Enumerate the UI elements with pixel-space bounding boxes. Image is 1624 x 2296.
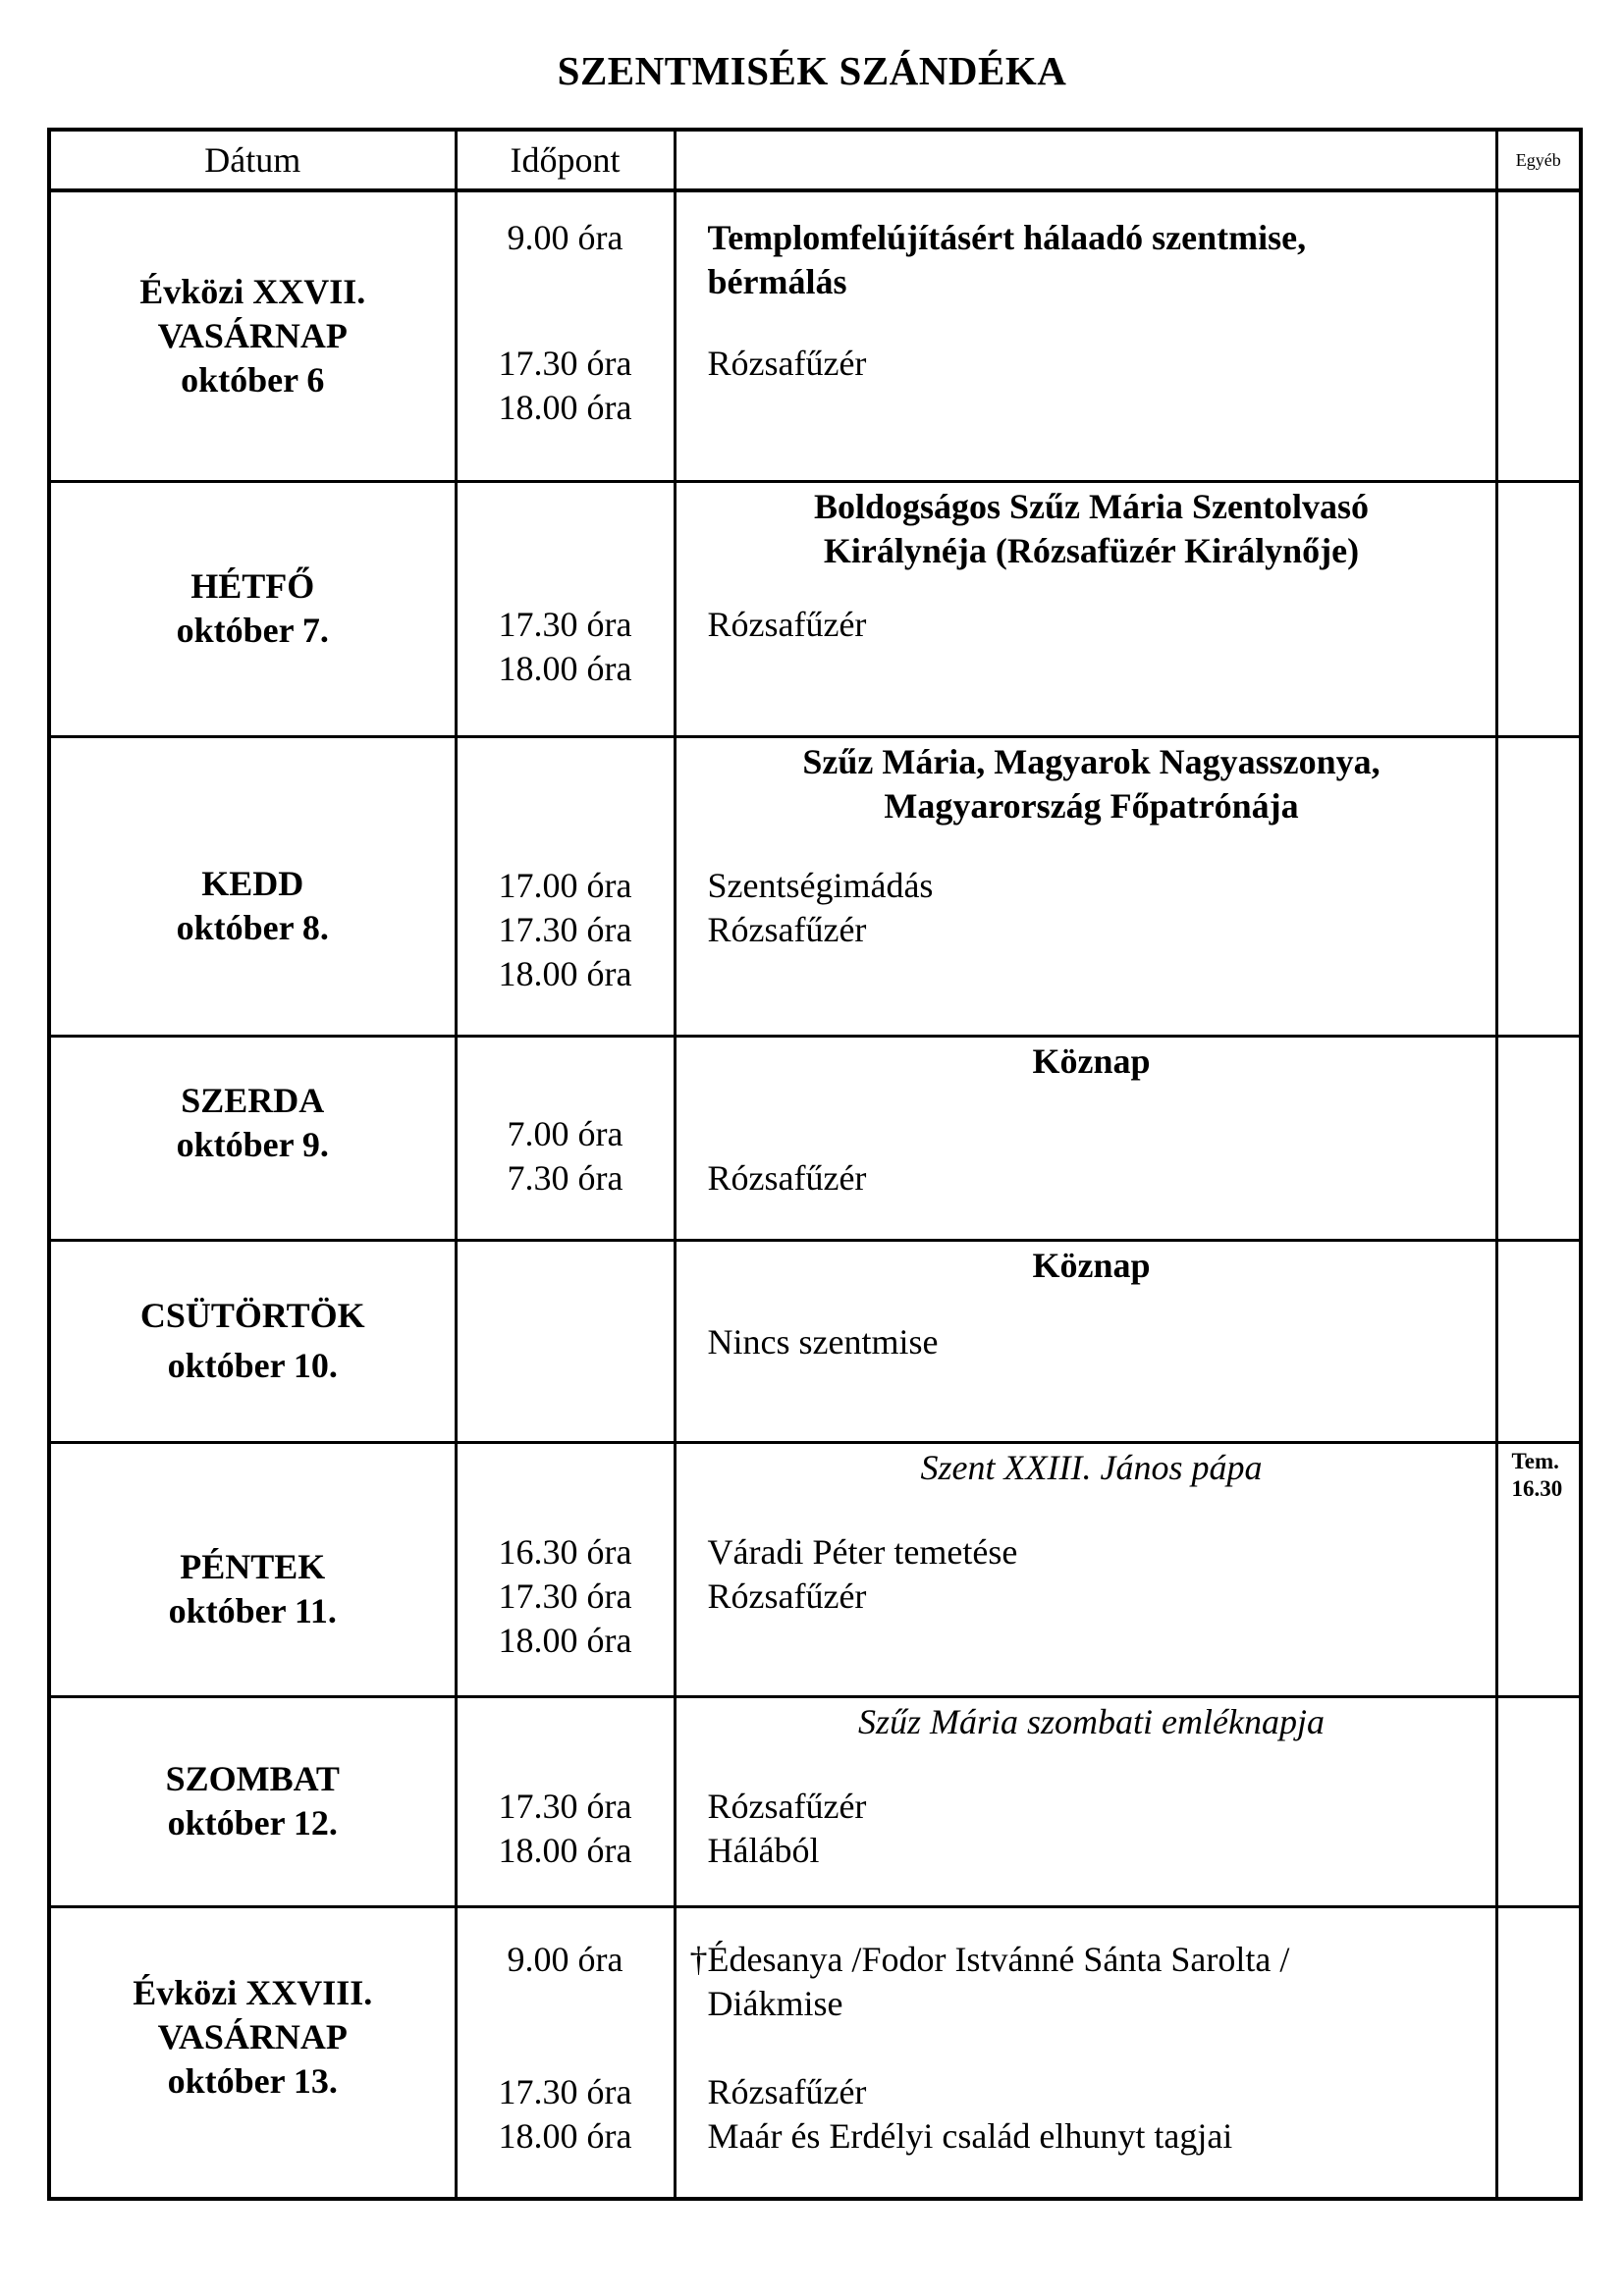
date-line: október 7. [176,611,329,650]
entry-line: Rózsafűzér [707,604,867,644]
date-cell [49,190,456,481]
time-cell [456,481,675,736]
time-line: 17.30 óra [498,1786,632,1826]
date-line: KEDD [201,863,304,903]
table-header-row [49,130,1581,190]
date-line: október 9. [176,1125,329,1164]
date-line: PÉNTEK [180,1546,326,1586]
header-time: Időpont [456,130,675,190]
description-cell [675,1036,1496,1240]
time-line: 16.30 óra [498,1531,632,1572]
feast-title: Szűz Mária, Magyarok Nagyasszonya, [802,741,1380,781]
description-cell [675,190,1496,481]
date-cell [49,1036,456,1240]
date-line: VASÁRNAP [157,315,348,355]
entry-line: Maár és Erdélyi család elhunyt tagjai [707,2115,1233,2156]
entry-line: Rózsafűzér [707,344,867,383]
other-cell [1496,1036,1581,1240]
feast-title: Szent XXIII. János pápa [920,1447,1263,1487]
table-row [49,190,1581,481]
date-line: október 11. [168,1590,337,1630]
other-cell [1496,1696,1581,1906]
time-cell [456,1240,675,1442]
table-row [49,481,1581,736]
entry-line: Nincs szentmise [707,1321,939,1362]
date-line: Évközi XXVIII. [133,1973,373,2013]
date-line: SZOMBAT [165,1759,340,1798]
table-row [49,736,1581,1036]
entry-line: Rózsafűzér [707,1786,867,1826]
date-cell [49,1906,456,2199]
date-line: HÉTFŐ [190,566,315,606]
page-title: SZENTMISÉK SZÁNDÉKA [557,48,1067,93]
time-line: 18.00 óra [498,648,632,688]
entry-line: Rózsafűzér [707,909,867,949]
time-cell [456,1036,675,1240]
entry-line: Templomfelújításért hálaadó szentmise, [707,218,1307,257]
time-line: 18.00 óra [498,1830,632,1870]
entry-line: Rózsafűzér [707,2071,867,2111]
description-cell [675,736,1496,1036]
date-line: október 8. [176,907,329,947]
time-line: 17.00 óra [498,865,632,905]
time-line: 18.00 óra [498,1620,632,1660]
time-line: 17.30 óra [498,2071,632,2111]
other-cell [1496,1906,1581,2199]
entry-line: Szentségimádás [707,865,934,905]
other-note: 16.30 [1511,1475,1563,1501]
entry-text: †Édesanya /Fodor Istvánné Sánta Sarolta / [689,1939,1290,1979]
other-cell [1496,1240,1581,1442]
description-cell [675,1906,1496,2199]
feast-title: Szűz Mária szombati emléknapja [858,1701,1325,1741]
other-note: Tem. [1511,1448,1559,1473]
date-line: október 13. [167,2061,338,2102]
time-line: 9.00 óra [507,1939,623,1979]
header-date: Dátum [49,130,456,190]
time-cell [456,190,675,481]
other-cell [1496,190,1581,481]
time-cell [456,736,675,1036]
date-cell [49,1240,456,1442]
entry-line: bérmálás [707,262,847,301]
time-line: 17.30 óra [498,604,632,644]
date-line: október 10. [167,1346,338,1385]
entry-line: Rózsafűzér [707,1157,867,1198]
date-line: SZERDA [181,1081,325,1120]
time-line: 7.30 óra [507,1157,623,1198]
table-row [49,1240,1581,1442]
table-row [49,1906,1581,2199]
mass-schedule-table [47,128,1583,2201]
date-line: Évközi XXVII. [139,271,366,311]
time-line: 18.00 óra [498,953,632,993]
time-cell [456,1696,675,1906]
entry-line: Hálából [707,1830,820,1870]
date-line: október 12. [167,1803,338,1842]
table-row [49,1036,1581,1240]
description-cell [675,481,1496,736]
time-line: 9.00 óra [507,218,623,257]
time-line: 18.00 óra [498,388,632,427]
time-cell [456,1906,675,2199]
date-cell [49,481,456,736]
entry-line: Rózsafűzér [707,1575,867,1616]
header-description [675,130,1496,190]
other-cell [1496,736,1581,1036]
table-row [49,1442,1581,1696]
time-line: 17.30 óra [498,909,632,949]
date-line: CSÜTÖRTÖK [139,1296,365,1335]
feast-title: Köznap [1032,1245,1151,1285]
time-line: 17.30 óra [498,1575,632,1616]
description-cell [675,1442,1496,1696]
header-other: Egyéb [1496,130,1581,190]
other-cell [1496,481,1581,736]
time-line: 17.30 óra [498,344,632,383]
date-cell [49,1696,456,1906]
feast-title: Köznap [1032,1041,1151,1081]
entry-line [689,1938,1476,1982]
date-line: október 6 [181,359,325,400]
time-line: 18.00 óra [498,2115,632,2156]
description-cell [675,1696,1496,1906]
table-row [49,1696,1581,1906]
other-cell [1496,1442,1581,1696]
feast-title: Boldogságos Szűz Mária Szentolvasó [813,486,1369,526]
date-line: VASÁRNAP [157,2017,348,2057]
entry-line: Váradi Péter temetése [707,1531,1018,1572]
entry-line: Diákmise [707,1983,843,2023]
feast-title: Magyarország Főpatrónája [884,785,1299,826]
time-line: 7.00 óra [507,1113,623,1153]
date-cell [49,736,456,1036]
description-cell [675,1240,1496,1442]
feast-title: Királynéja (Rózsafüzér Királynője) [823,530,1360,570]
time-cell [456,1442,675,1696]
date-cell [49,1442,456,1696]
